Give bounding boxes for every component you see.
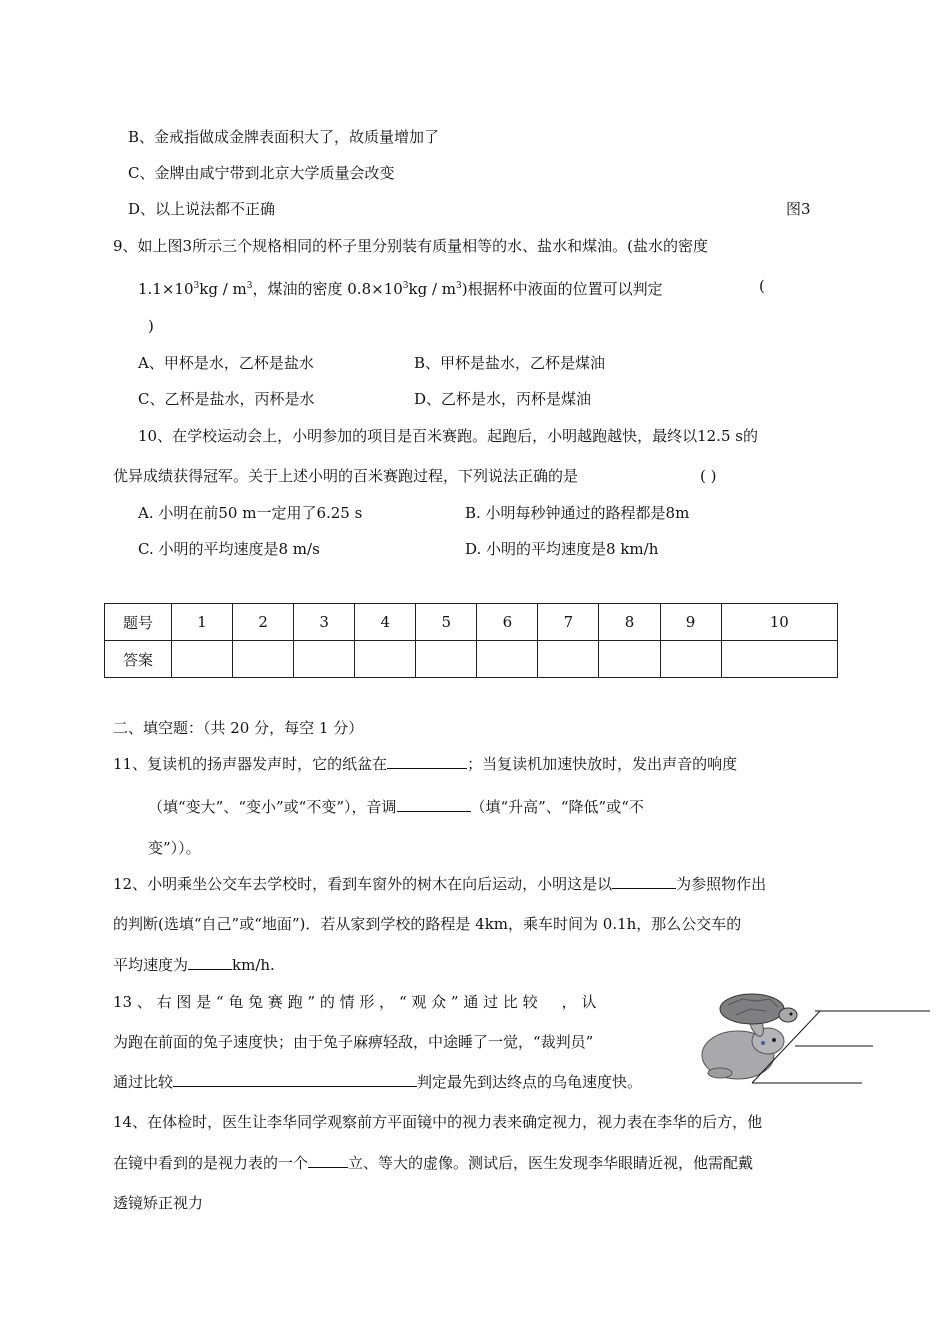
q13-text: ， 认 [561,993,597,1011]
table-cell-number: 2 [233,604,294,641]
q9-paren-close: ) [148,317,154,335]
q9-text: )根据杯中液面的位置可以判定 [461,280,663,298]
table-cell-number: 1 [172,604,233,641]
q9-sup: 3 [402,281,409,291]
q9-stem-line1: 9、如上图3所示三个规格相同的杯子里分别装有质量相等的水、盐水和煤油。(盐水的密度 [113,237,708,255]
q10-stem-line1: 10、在学校运动会上，小明参加的项目是百米赛跑。起跑后，小明越跑越快，最终以12.5 s的 [138,427,758,445]
table-cell-number: 4 [355,604,416,641]
answer-cell[interactable] [660,641,721,678]
q12-text: km/h. [232,956,275,974]
q14-blank-1[interactable] [308,1153,348,1168]
answer-table-header-row [105,604,838,641]
figure-3-label: 图3 [786,200,811,218]
q8-option-b: B、金戒指做成金牌表面积大了，故质量增加了 [128,128,440,146]
q12-text: 12、小明乘坐公交车去学校时，看到车窗外的树木在向后运动，小明这是以 [113,875,613,893]
q13-text: 通过比较 [113,1073,174,1091]
q11-text: 11、复读机的扬声器发声时，它的纸盆在 [113,755,388,773]
q10-paren: ( ) [700,467,717,485]
q13-text: 13 、 右 图 是 “ 龟 兔 赛 跑 ” 的 情 形 ， “ 观 众 ” 通 过 比 较 [113,993,538,1011]
q14-line3: 透镜矫正视力 [113,1194,204,1212]
answer-cell[interactable] [477,641,538,678]
q13-line3 [113,1072,642,1092]
q9-option-a: A、甲杯是水，乙杯是盐水 [138,354,314,372]
q12-text: 平均速度为 [113,956,189,974]
table-cell-number: 9 [660,604,721,641]
q9-option-c: C、乙杯是盐水，丙杯是水 [138,390,315,408]
q11-text: ；当复读机加速快放时，发出声音的响度 [467,755,738,773]
q11-text: （填“变大”、“变小”或“不变”），音调 [148,798,397,816]
q9-text: kg / m [408,280,457,298]
answer-cell[interactable] [599,641,660,678]
q14-text: 立、等大的虚像。测试后，医生发现李华眼睛近视，他需配戴 [348,1154,754,1172]
table-cell-number: 10 [721,604,837,641]
hare-eye-icon [772,1038,776,1042]
hare-foot-icon [708,1068,732,1078]
table-cell-label: 答案 [105,641,172,678]
q9-sup: 3 [246,281,253,291]
q9-sup: 3 [456,281,462,291]
answer-cell[interactable] [538,641,599,678]
q9-text: 1.1×10 [138,280,194,298]
q14-line1: 14、在体检时，医生让李华同学观察前方平面镜中的视力表来确定视力，视力表在李华的后方，他 [113,1113,763,1131]
answer-cell[interactable] [721,641,837,678]
section-2-heading: 二、填空题：（共 20 分，每空 1 分） [113,719,364,737]
q14-line2 [113,1153,753,1173]
q9-paren-open: ( [759,277,765,295]
answer-cell[interactable] [416,641,477,678]
answer-cell[interactable] [294,641,355,678]
table-cell-number: 8 [599,604,660,641]
tortoise-hare-figure [690,985,930,1090]
q9-text: ，煤油的密度 0.8×10 [252,280,403,298]
answer-cell[interactable] [233,641,294,678]
table-cell-number: 3 [294,604,355,641]
q9-sup: 3 [193,281,200,291]
q10-option-d: D. 小明的平均速度是8 km/h [465,540,659,558]
answer-table [104,603,838,678]
q11-blank-2[interactable] [397,797,471,812]
q9-option-b: B、甲杯是盐水，乙杯是煤油 [414,354,606,372]
q10-stem-line2: 优异成绩获得冠军。关于上述小明的百米赛跑过程，下列说法正确的是 [113,467,579,485]
q12-line3 [113,955,275,975]
q11-text: （填“升高”、“降低”或“不 [470,798,644,816]
table-cell-number: 5 [416,604,477,641]
q12-line1 [113,874,766,894]
tortoise-head-icon [779,1008,797,1022]
q8-option-c: C、金牌由咸宁带到北京大学质量会改变 [128,164,395,182]
q12-blank-2[interactable] [188,955,232,970]
q12-line2: 的判断(选填“自己”或“地面”)．若从家到学校的路程是 4km，乘车时间为 0.1h，那么公交车的 [113,915,742,933]
q9-stem-line2 [138,276,663,299]
table-cell-number: 7 [538,604,599,641]
answer-cell[interactable] [355,641,416,678]
q12-text: 为参照物作出 [676,875,767,893]
q10-option-a: A. 小明在前50 m一定用了6.25 s [138,504,363,522]
table-cell-number: 6 [477,604,538,641]
q10-option-c: C. 小明的平均速度是8 m/s [138,540,320,558]
q13-line1 [113,992,596,1012]
q11-blank-1[interactable] [387,754,467,769]
answer-cell[interactable] [172,641,233,678]
q9-option-d: D、乙杯是水，丙杯是煤油 [414,390,592,408]
q14-text: 在镜中看到的是视力表的一个 [113,1154,309,1172]
q8-option-d: D、以上说法都不正确 [128,200,276,218]
q9-text: kg / m [199,280,247,298]
q12-blank-1[interactable] [612,874,676,889]
answer-table-answer-row [105,641,838,678]
table-cell-label: 题号 [105,604,172,641]
q13-line2: 为跑在前面的兔子速度快；由于兔子麻痹轻敌，中途睡了一觉，“裁判员” [113,1033,594,1051]
q11-line1 [113,754,737,774]
q11-line2 [148,797,644,817]
q13-blank-2[interactable] [173,1072,417,1087]
q13-text: 判定最先到达终点的乌龟速度快。 [417,1073,643,1091]
q10-option-b: B. 小明每秒钟通过的路程都是8m [465,504,690,522]
q11-line3: 变”））。 [148,839,201,857]
